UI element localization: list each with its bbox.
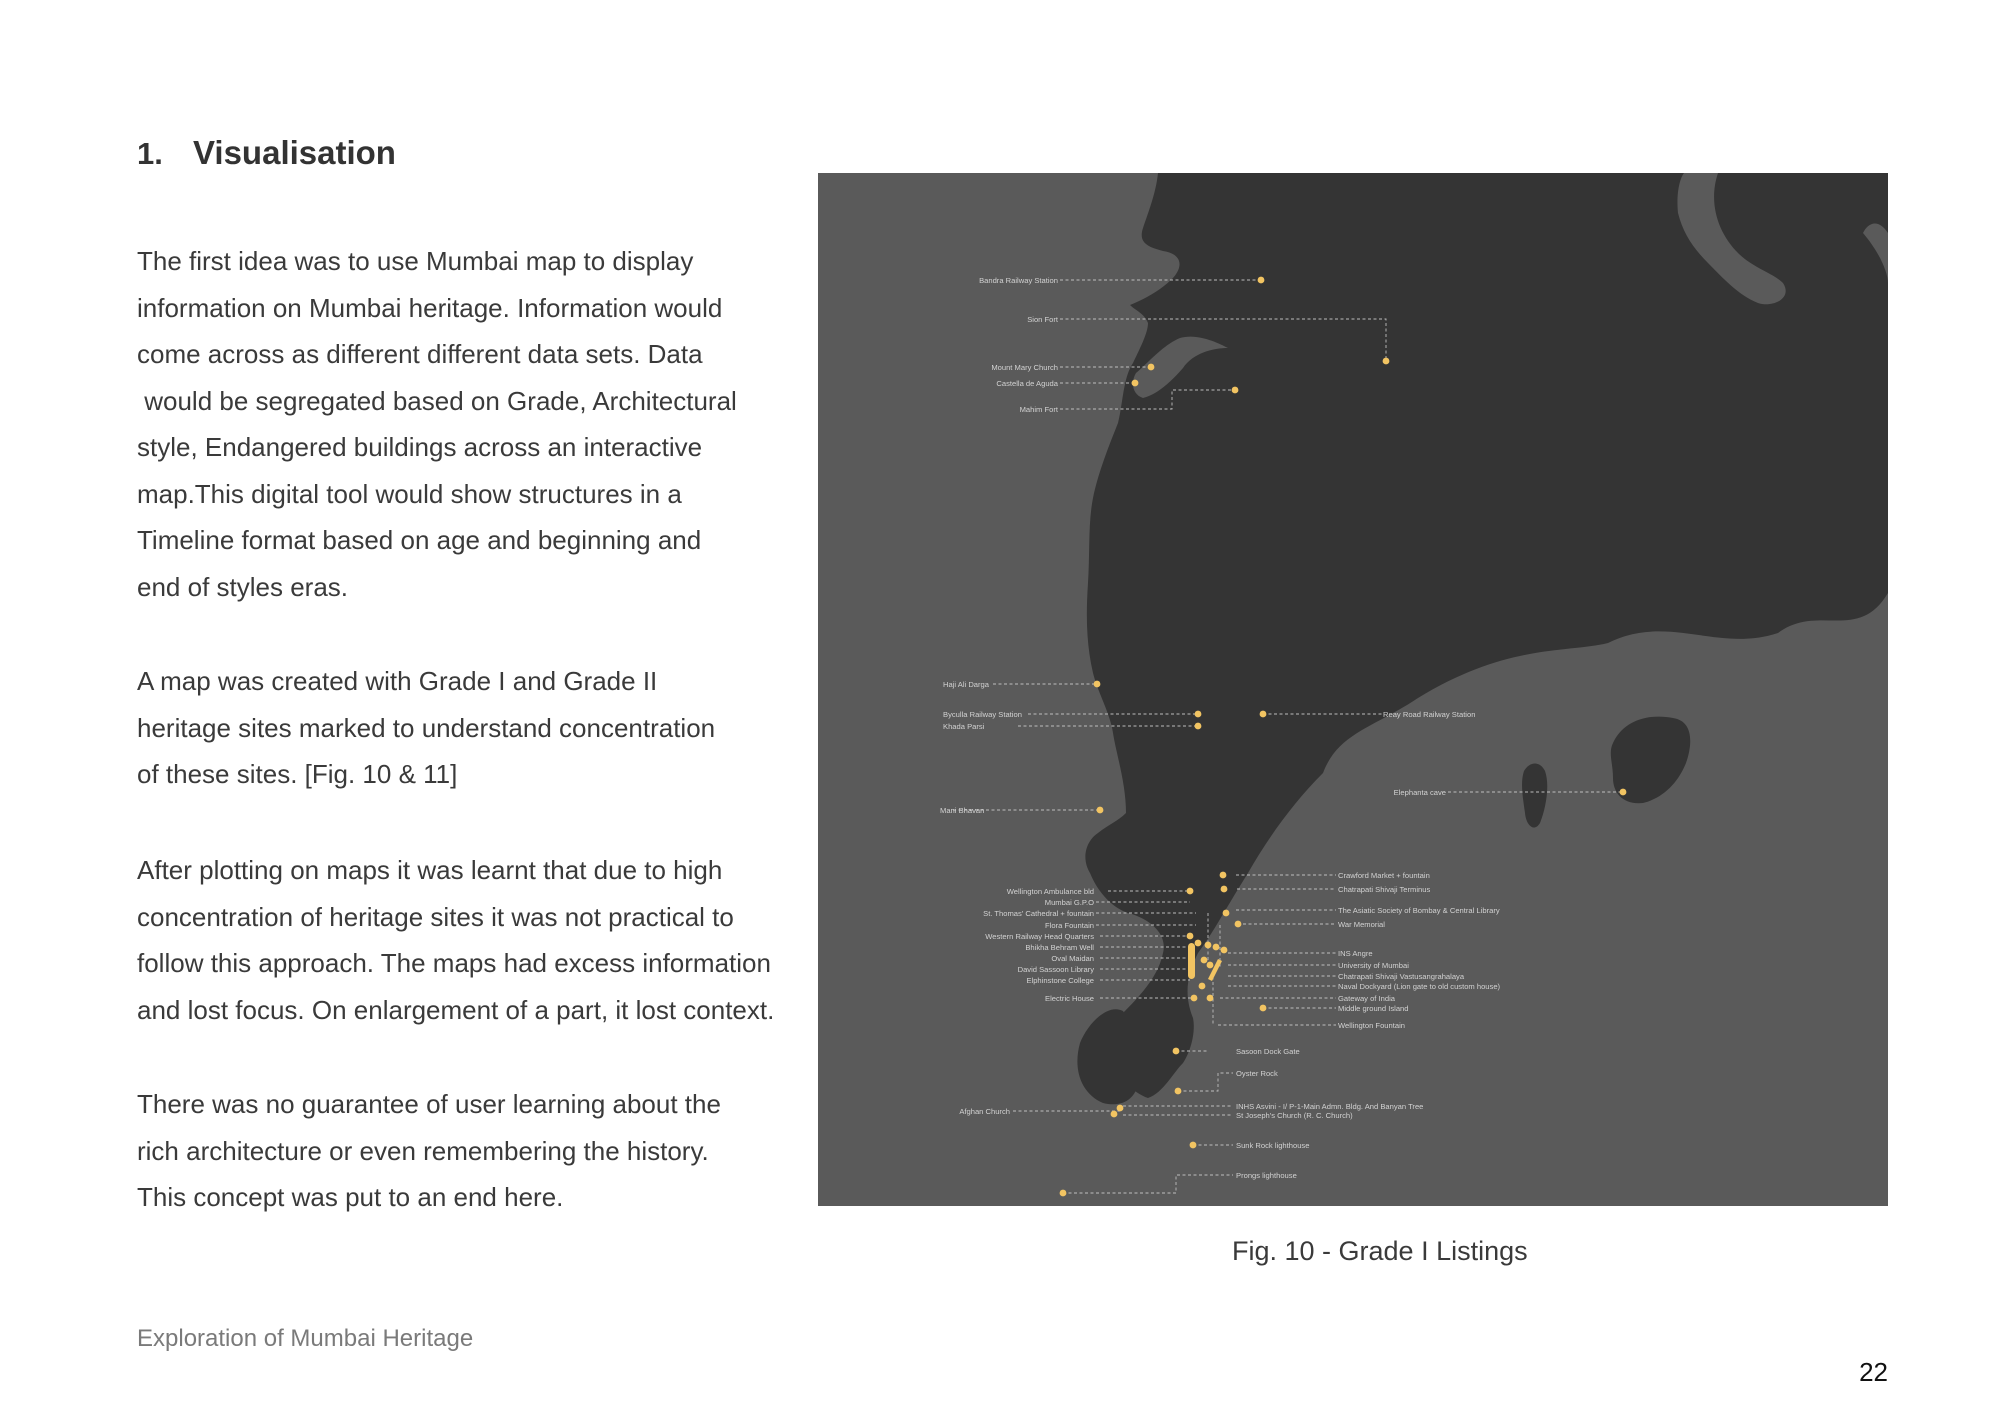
site-marker	[1187, 933, 1194, 940]
site-marker	[1187, 888, 1194, 895]
site-marker	[1190, 1142, 1197, 1149]
site-marker	[1232, 387, 1239, 394]
site-marker	[1060, 1190, 1067, 1197]
paragraph-line: follow this approach. The maps had excess information	[137, 948, 771, 978]
site-marker	[1175, 1088, 1182, 1095]
site-marker	[1205, 942, 1212, 949]
label-oval: Oval Maidan	[1051, 954, 1094, 963]
label-prongs: Prongs lighthouse	[1236, 1171, 1297, 1180]
heritage-map-figure	[818, 173, 1888, 1206]
site-marker	[1201, 957, 1208, 964]
paragraph-line: rich architecture or even remembering the history.	[137, 1135, 709, 1166]
site-marker	[1260, 1005, 1267, 1012]
label-naval: Naval Dockyard (Lion gate to old custom house)	[1338, 982, 1501, 991]
label-elephanta: Elephanta cave	[1393, 788, 1446, 797]
label-electric: Electric House	[1045, 994, 1094, 1003]
section-number: 1.	[137, 136, 163, 171]
paragraph-line: concentration of heritage sites it was not practical to	[137, 901, 734, 932]
site-marker	[1117, 1105, 1124, 1112]
label-elphinstone: Elphinstone College	[1026, 976, 1094, 985]
label-gateway: Gateway of India	[1338, 994, 1395, 1003]
site-marker	[1620, 789, 1627, 796]
site-marker	[1213, 944, 1220, 951]
site-marker	[1097, 807, 1104, 814]
label-haji-ali: Haji Ali Darga	[943, 680, 990, 689]
site-marker	[1223, 910, 1230, 917]
label-reay-road: Reay Road Railway Station	[1383, 710, 1476, 719]
mumbai-map	[818, 173, 1888, 1206]
label-byculla: Byculla Railway Station	[943, 710, 1022, 719]
site-marker	[1221, 947, 1228, 954]
paragraph-line: A map was created with Grade I and Grade II	[137, 666, 658, 696]
label-mount-mary: Mount Mary Church	[991, 363, 1058, 372]
label-war-memorial: War Memorial	[1338, 920, 1385, 929]
site-marker	[1195, 723, 1202, 730]
site-marker	[1191, 995, 1198, 1002]
label-university: University of Mumbai	[1338, 961, 1409, 970]
label-castella: Castella de Aguda	[996, 379, 1058, 388]
site-marker	[1221, 886, 1228, 893]
site-marker	[1195, 940, 1202, 947]
label-wellington-fountain: Wellington Fountain	[1338, 1021, 1405, 1030]
label-asiatic: The Asiatic Society of Bombay & Central Library	[1338, 906, 1500, 915]
label-museum: Chatrapati Shivaji Vastusangrahalaya	[1338, 972, 1465, 981]
label-sion: Sion Fort	[1027, 315, 1058, 324]
site-marker	[1258, 277, 1265, 284]
label-sassoon-dock: Sasoon Dock Gate	[1236, 1047, 1300, 1056]
label-wellington-ambulance: Wellington Ambulance bld	[1006, 887, 1094, 896]
label-st-thomas: St. Thomas' Cathedral + fountain	[983, 909, 1094, 918]
site-marker	[1260, 711, 1267, 718]
site-marker	[1383, 358, 1390, 365]
paragraph-3	[137, 847, 797, 1033]
paragraph-1	[137, 238, 797, 610]
paragraph-line: style, Endangered buildings across an interactive	[137, 432, 703, 462]
paragraph-line: The first idea was to use Mumbai map to display	[137, 246, 694, 276]
paragraph-line: heritage sites marked to understand concentration	[137, 712, 716, 743]
paragraph-line: come across as different different data sets. Data	[137, 339, 703, 369]
paragraph-line: Timeline format based on age and beginning and	[137, 525, 702, 555]
paragraph-line: There was no guarantee of user learning about the	[137, 1089, 721, 1119]
section-title: Visualisation	[193, 134, 396, 171]
page-number: 22	[1859, 1357, 1888, 1387]
paragraph-line: map.This digital tool would show structures in a	[137, 478, 682, 509]
site-marker	[1207, 995, 1214, 1002]
paragraph-line: After plotting on maps it was learnt that due to high	[137, 855, 723, 885]
paragraph-line: would be segregated based on Grade, Architectural	[137, 385, 737, 416]
label-bandra: Bandra Railway Station	[979, 276, 1058, 285]
label-middle-ground: Middle ground Island	[1338, 1004, 1409, 1013]
label-mahim: Mahim Fort	[1019, 405, 1058, 414]
site-marker	[1199, 983, 1206, 990]
site-marker	[1111, 1111, 1118, 1118]
site-marker	[1094, 681, 1101, 688]
site-marker	[1235, 921, 1242, 928]
paragraph-2	[137, 658, 797, 798]
label-mani-bhavan: Mani Bhavan	[940, 806, 985, 815]
site-marker	[1207, 962, 1214, 969]
section-heading	[137, 134, 396, 172]
label-western-rly: Western Railway Head Quarters	[985, 932, 1094, 941]
label-gpo: Mumbai G.P.O	[1044, 898, 1094, 907]
label-cst: Chatrapati Shivaji Terminus	[1338, 885, 1431, 894]
site-marker	[1173, 1048, 1180, 1055]
paragraph-line: and lost focus. On enlargement of a part, it lost context.	[137, 994, 775, 1025]
footer-title: Exploration of Mumbai Heritage	[137, 1325, 474, 1352]
label-ins-angre: INS Angre	[1338, 949, 1373, 958]
label-flora: Flora Fountain	[1045, 921, 1094, 930]
label-sassoon-library: David Sassoon Library	[1017, 965, 1094, 974]
paragraph-line: end of styles eras.	[137, 571, 348, 602]
site-marker	[1132, 380, 1139, 387]
label-khada-parsi: Khada Parsi	[943, 722, 985, 731]
site-marker	[1220, 872, 1227, 879]
label-bhikha: Bhikha Behram Well	[1025, 943, 1094, 952]
label-st-joseph: St Joseph's Church (R. C. Church)	[1236, 1111, 1353, 1120]
label-sunk-rock: Sunk Rock lighthouse	[1236, 1141, 1310, 1150]
paragraph-line: information on Mumbai heritage. Information would	[137, 292, 723, 323]
label-inhs: INHS Asvini - I/ P-1-Main Admn. Bldg. And Banyan Tree	[1236, 1102, 1424, 1111]
label-oyster: Oyster Rock	[1236, 1069, 1278, 1078]
site-marker	[1148, 364, 1155, 371]
label-afghan: Afghan Church	[959, 1107, 1010, 1116]
site-marker	[1195, 711, 1202, 718]
figure-caption: Fig. 10 - Grade I Listings	[1232, 1236, 1528, 1266]
paragraph-line: This concept was put to an end here.	[137, 1182, 564, 1212]
paragraph-4	[137, 1081, 797, 1221]
paragraph-line: of these sites. [Fig. 10 & 11]	[137, 759, 458, 789]
site-cluster-marker	[1188, 943, 1195, 979]
label-crawford: Crawford Market + fountain	[1338, 871, 1430, 880]
